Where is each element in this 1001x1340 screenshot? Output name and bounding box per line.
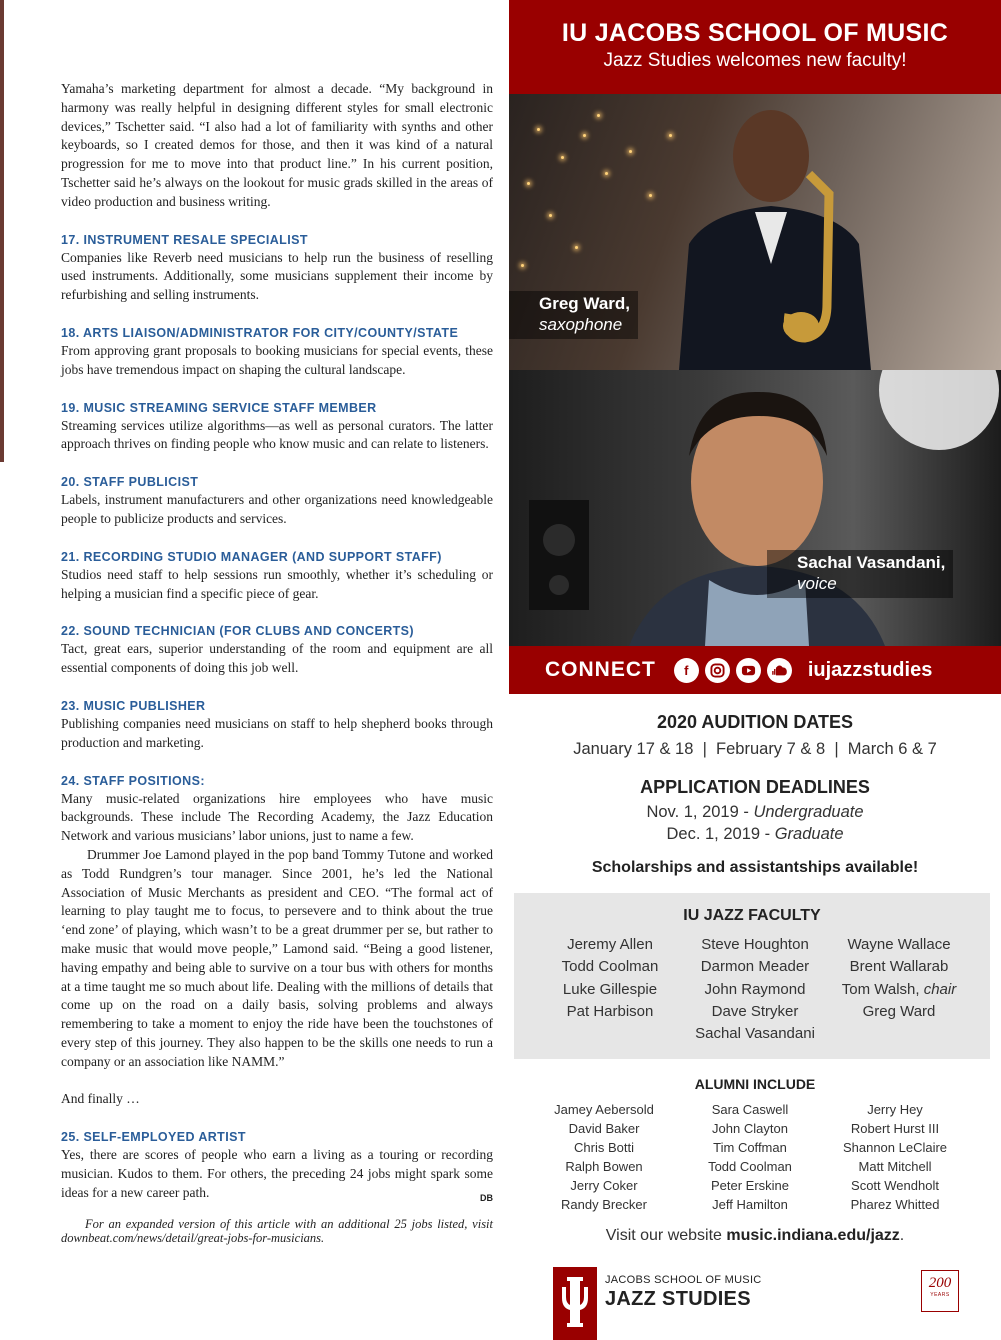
- alumni-name: Todd Coolman: [708, 1159, 792, 1174]
- page-edge-bar: [0, 0, 4, 462]
- faculty-name: Jeremy Allen: [567, 936, 653, 953]
- item-24-heading: 24. STAFF POSITIONS:: [61, 773, 205, 788]
- alumni-column-3: [820, 1100, 970, 1214]
- audition-dates-section: [509, 712, 1001, 759]
- article-column: [61, 80, 493, 1245]
- alumni-name: Randy Brecker: [561, 1197, 647, 1212]
- item-18-heading: 18. ARTS LIAISON/ADMINISTRATOR FOR CITY/COUNTY/STATE: [61, 325, 459, 340]
- logo-program-name: JAZZ STUDIES: [605, 1288, 751, 1310]
- greg-ward-name: Greg Ward,: [539, 294, 630, 313]
- deadline-undergraduate-date: Nov. 1, 2019 -: [646, 803, 754, 821]
- alumni-name: Jamey Aebersold: [554, 1102, 654, 1117]
- sachal-vasandani-name: Sachal Vasandani,: [797, 553, 946, 572]
- instagram-icon[interactable]: [705, 658, 730, 683]
- facebook-icon[interactable]: f: [674, 658, 699, 683]
- alumni-column-1: [529, 1100, 679, 1214]
- faculty-name: Darmon Meader: [700, 958, 810, 976]
- item-24-body: Many music-related organizations hire employees who have music backgrounds. These include The Recording Academy, the Jazz Education Network and various musicians’ labor unions, just to name a few.: [61, 790, 493, 844]
- faculty-name: Sachal Vasandani: [695, 1025, 815, 1043]
- website-prefix: Visit our website: [605, 1227, 727, 1244]
- connect-bar: [509, 646, 1001, 694]
- item-19-heading: 19. MUSIC STREAMING SERVICE STAFF MEMBER: [61, 400, 377, 415]
- alumni-name: Chris Botti: [574, 1140, 634, 1155]
- alumni-column-2: [675, 1100, 825, 1214]
- alumni-name: Peter Erskine: [710, 1178, 790, 1193]
- item-23-heading: 23. MUSIC PUBLISHER: [61, 698, 206, 713]
- alumni-heading: ALUMNI INCLUDE: [694, 1076, 816, 1092]
- faculty-name: Todd Coolman: [561, 958, 659, 976]
- jazz-faculty-heading: IU JAZZ FACULTY: [683, 907, 821, 924]
- faculty-name: Dave Stryker: [711, 1002, 799, 1020]
- alumni-name: Jeff Hamilton: [712, 1197, 788, 1212]
- soundcloud-icon[interactable]: [767, 658, 792, 683]
- website-link[interactable]: music.indiana.edu/jazz: [726, 1227, 900, 1244]
- faculty-name: Steve Houghton: [701, 936, 809, 953]
- alumni-name: Jerry Coker: [570, 1178, 638, 1193]
- item-22-heading: 22. SOUND TECHNICIAN (FOR CLUBS AND CONCERTS): [61, 624, 414, 639]
- iu-trident-logo: [553, 1267, 597, 1340]
- faculty-column-1: [535, 934, 685, 1023]
- article-intro: Yamaha’s marketing department for almost a decade. “My background in harmony was really helpful in designing different styles for small electronic devices,” Tschetter said. “I also had a lot of familiarity with synths and other keyboards, so I created demos for those, and then it was kind of a natural progression for me to move into that product line.” In his current position, Tschetter said he’s always on the lookout for music grads skilled in the areas of video production and business writing.: [61, 81, 493, 209]
- alumni-name: David Baker: [568, 1121, 640, 1136]
- deadline-undergraduate: [509, 803, 1001, 822]
- deadline-graduate-level: Graduate: [774, 825, 844, 843]
- application-deadlines-heading: APPLICATION DEADLINES: [640, 777, 870, 797]
- logo-school-name: JACOBS SCHOOL OF MUSIC: [605, 1274, 762, 1286]
- item-21-body: Studios need staff to help sessions run smoothly, whether it’s scheduling or helping a musician find a specific piece of gear.: [61, 566, 493, 601]
- item-20-heading: 20. STAFF PUBLICIST: [61, 475, 199, 490]
- item-25-body-text: Yes, there are scores of people who earn a living as a touring or recording musician. Kudos to them. For others, the preceding 24 jobs might spark some ideas for a new career path.: [61, 1147, 493, 1200]
- faculty-column-2: [680, 934, 830, 1045]
- alumni-name: Pharez Whitted: [850, 1197, 940, 1212]
- connect-label: CONNECT: [545, 658, 656, 681]
- item-17-body: Companies like Reverb need musicians to help run the business of reselling used instruments. Additionally, some musicians supplement their income by refurbishing and selling instruments.: [61, 249, 493, 303]
- alumni-name: John Clayton: [712, 1121, 788, 1136]
- faculty-name: Luke Gillespie: [562, 980, 658, 998]
- faculty-column-3: [824, 934, 974, 1023]
- faculty-name: Wayne Wallace: [847, 936, 951, 953]
- faculty-name-chair: [824, 979, 974, 1001]
- item-18-body: From approving grant proposals to booking musicians for special events, these jobs have tremendous impact on shaping the cultural landscape.: [61, 342, 493, 377]
- website-line: [509, 1227, 1001, 1245]
- faculty-name: Pat Harbison: [566, 1002, 654, 1020]
- sachal-vasandani-photo: [509, 370, 1001, 646]
- db-signoff: DB: [480, 1192, 493, 1203]
- item-21-heading: 21. RECORDING STUDIO MANAGER (AND SUPPORT STAFF): [61, 549, 442, 564]
- item-20-body: Labels, instrument manufacturers and other organizations need knowledgeable people to publicize products and services.: [61, 492, 493, 526]
- item-23-body: Publishing companies need musicians on staff to help shepherd books through production and marketing.: [61, 715, 493, 750]
- item-25-heading: 25. SELF-EMPLOYED ARTIST: [61, 1130, 246, 1145]
- and-finally-text: And finally …: [61, 1091, 140, 1107]
- alumni-name: Ralph Bowen: [565, 1159, 643, 1174]
- website-suffix: .: [899, 1227, 905, 1244]
- jazz-studies-logo-text: [605, 1274, 762, 1311]
- application-deadlines-section: [509, 777, 1001, 844]
- faculty-name: Greg Ward: [862, 1002, 936, 1020]
- greg-ward-instrument: saxophone: [539, 315, 623, 334]
- ad-subtitle: Jazz Studies welcomes new faculty!: [603, 50, 907, 71]
- faculty-name: Brent Wallarab: [849, 958, 949, 976]
- badge-years: YEARS: [930, 1292, 950, 1298]
- faculty-name: John Raymond: [704, 980, 806, 998]
- social-icons: [674, 658, 792, 683]
- iu-jazz-advertisement: [509, 0, 1001, 1340]
- scholarships-note: Scholarships and assistantships available!: [591, 859, 919, 876]
- chair-label: chair: [923, 980, 957, 998]
- alumni-name: Robert Hurst III: [850, 1121, 940, 1136]
- item-19-body: Streaming services utilize algorithms—as well as personal curators. The latter approach thrives on finding people who know music and can relate to listeners.: [61, 417, 493, 452]
- trident-icon: [553, 1267, 597, 1340]
- youtube-icon[interactable]: [736, 658, 761, 683]
- ad-header: [509, 0, 1001, 94]
- alumni-name: Shannon LeClaire: [842, 1140, 948, 1155]
- audition-dates-list: January 17 & 18 | February 7 & 8 | March 6 & 7: [573, 740, 937, 758]
- item-17-heading: 17. INSTRUMENT RESALE SPECIALIST: [61, 232, 308, 247]
- item-22-body: Tact, great ears, superior understanding of the room and equipment are all essential components of doing this job well.: [61, 641, 493, 676]
- alumni-name: Matt Mitchell: [858, 1159, 932, 1174]
- greg-ward-caption: [509, 291, 638, 339]
- alumni-name: Sara Caswell: [711, 1102, 789, 1117]
- item-24-lamond-paragraph: Drummer Joe Lamond played in the pop band Tommy Tutone and worked as Todd Rundgren’s tour manager. Since 2001, he’s led the National Association of Music Merchants as president and CEO. “The formal act of learning to play taught me to focus, to persevere and to think about the true ‘end zone’ of playing, which wasn’t to be a great drummer per se, but rather to make music that would move people,” Lamond said. “Being a good listener, having empathy and being able to survive on a tour bus with others for months at a time taught me so much about life. Dealing with the millions of details that come up on the road on a daily basis, solving problems and always remembering to take a moment to enjoy the ride have been the touchstones of every step of this journey. They also happen to be the skills one needs to run a company or an association like NAMM.”: [61, 846, 493, 1069]
- alumni-name: Scott Wendholt: [851, 1178, 939, 1193]
- alumni-name: Tim Coffman: [713, 1140, 787, 1155]
- deadline-undergraduate-level: Undergraduate: [753, 803, 864, 821]
- jazz-faculty-box: [514, 893, 990, 1059]
- bicentennial-badge: [921, 1270, 959, 1312]
- audition-dates-heading: 2020 AUDITION DATES: [656, 712, 854, 732]
- singer-illustration: [509, 370, 1001, 646]
- social-handle[interactable]: iujazzstudies: [807, 658, 933, 681]
- sachal-vasandani-voice: voice: [797, 574, 837, 593]
- ad-title: IU JACOBS SCHOOL OF MUSIC: [561, 19, 949, 47]
- item-25-body: [61, 1146, 493, 1202]
- alumni-name: Jerry Hey: [867, 1102, 923, 1117]
- faculty-chair-name: Tom Walsh,: [841, 980, 920, 998]
- badge-number: 200: [928, 1275, 952, 1291]
- sachal-vasandani-caption: [767, 550, 953, 598]
- greg-ward-photo: [509, 94, 1001, 370]
- deadline-graduate-date: Dec. 1, 2019 -: [666, 825, 775, 843]
- article-footnote: For an expanded version of this article with an additional 25 jobs listed, visit downbeat.com/news/detail/great-jobs-for-musicians.: [61, 1216, 493, 1245]
- deadline-graduate: [509, 825, 1001, 844]
